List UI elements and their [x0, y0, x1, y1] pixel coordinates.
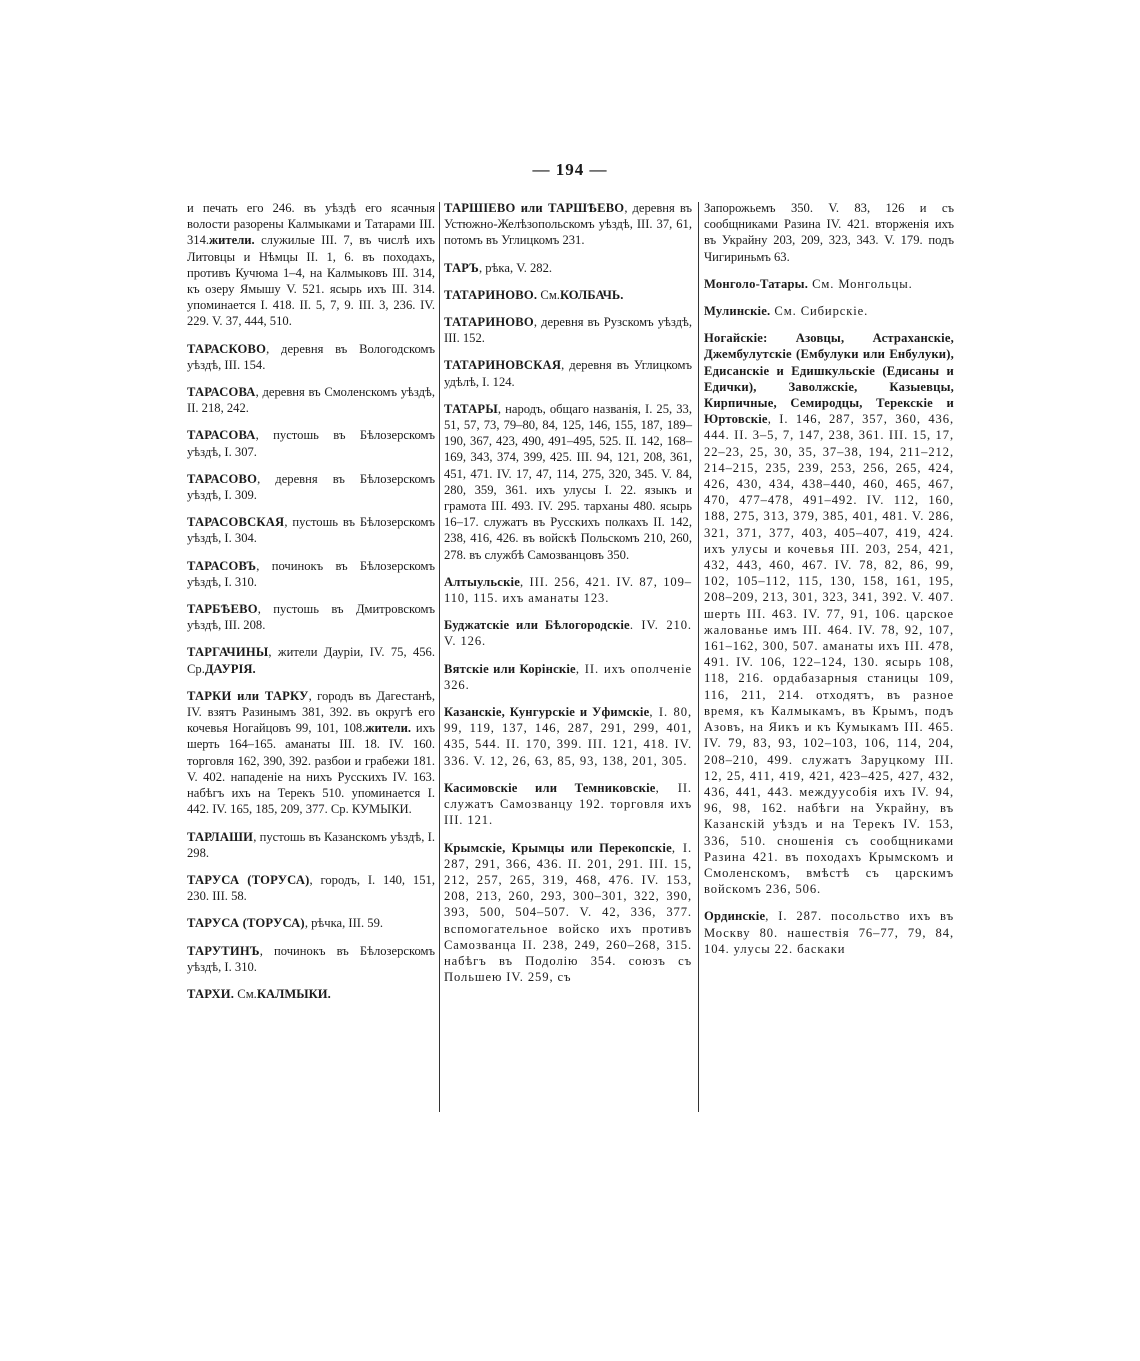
- entry-headword: Ногайскіе: Азовцы, Астраханскіе, Джембулутскіе (Ембулуки или Енбулуки), Едисанскіе и Едишкульскіе (Едисаны и Едички), Заволжскіе, Казыевцы, Кирпичные, Семиродцы, Терекскіе и Юртовскіе: [704, 331, 954, 427]
- index-entry: [704, 276, 954, 292]
- entry-headword: ТАТАРИНОВО: [444, 315, 534, 330]
- entry-text: , починокъ въ Бѣлозерскомъ уѣздѣ, I. 310.: [187, 943, 435, 974]
- entry-text: См.: [234, 986, 257, 1001]
- index-entry: [187, 872, 435, 904]
- entry-text: и печать его 246. въ уѣздѣ его ясачныя волости разорены Калмыками и Татарами III. 314.: [187, 201, 435, 248]
- index-entry: [444, 704, 692, 769]
- entry-text: Запорожьемъ 350. V. 83, 126 и съ сообщниками Разина IV. 421. вторженія ихъ въ Украйну 203, 209, 323, 343. V. 179. подъ Чигириньмъ 63.: [704, 201, 954, 264]
- entry-text: , пустошь въ Казанскомъ уѣздѣ, I. 298.: [187, 829, 435, 860]
- entry-headword: ТАРХИ.: [187, 986, 235, 1001]
- entry-headword: ТАТАРИНОВО.: [444, 287, 538, 302]
- entry-text: , II. ихъ ополченіе 326.: [444, 661, 692, 692]
- index-entry: [187, 558, 435, 590]
- entry-text: , I. 80, 99, 119, 137, 146, 287, 291, 299, 401, 435, 544. II. 170, 399. III. 121, 418. IV. 336. V. 12, 26, 63, 85, 93, 138, 201, 305.: [444, 705, 692, 768]
- index-entry: [187, 915, 435, 931]
- index-entry: [444, 661, 692, 693]
- entry-text-continued: служилые III. 7, въ числѣ ихъ Литовцы и Нѣмцы II. 1, 6. въ походахъ, противъ Кучюма 1–4, на Калмыковъ III. 314, къ озеру Ямышу V. 521. ясырь ихъ III. 314. упоминается I. 418. II. 5, 7, 9. III. 3, 236. IV. 229. V. 37, 444, 510.: [187, 233, 435, 329]
- index-entry: [444, 357, 692, 389]
- column-divider: [698, 202, 699, 1112]
- entry-headword: ТАРБѢЕВО: [187, 602, 258, 617]
- entry-text: , городъ, I. 140, 151, 230. III. 58.: [187, 872, 435, 904]
- index-entry: [444, 401, 692, 563]
- entry-headword: Монголо-Татары.: [704, 276, 809, 291]
- entry-headword: ТАРГАЧИНЫ: [187, 645, 269, 660]
- entry-headword: Ординскіе: [704, 909, 766, 924]
- entry-headword: Алтыульскіе: [444, 574, 521, 589]
- entry-text: , жители Дауріи, IV. 75, 456. Ср.: [187, 645, 435, 676]
- entry-headword: ТАРУТИНЪ: [187, 943, 260, 958]
- entry-text: , городъ въ Дагестанѣ, IV. взятъ Разинымъ 381, 392. въ округѣ его кочевья Ногайцовъ 99, 101, 108.: [187, 688, 436, 736]
- entry-text: . IV. 210. V. 126.: [444, 618, 692, 649]
- entry-text: , рѣка, V. 282.: [479, 260, 553, 275]
- entry-cross-reference: жители.: [209, 233, 255, 248]
- entry-headword: Мулинскіе.: [704, 304, 771, 319]
- entry-text: См.: [537, 287, 560, 302]
- index-entry: [187, 688, 435, 818]
- entry-text: , деревня въ Вологодскомъ уѣздѣ, III. 154.: [187, 341, 435, 372]
- entry-cross-reference: ДАУРІЯ.: [204, 661, 256, 676]
- page-number: — 194 —: [532, 160, 608, 179]
- entry-headword: Касимовскіе или Темниковскіе: [444, 780, 656, 795]
- index-entry: [187, 384, 435, 416]
- entry-cross-reference: жители.: [365, 721, 412, 736]
- column-divider: [439, 202, 440, 1112]
- entry-text: , деревня въ Бѣлозерскомъ уѣздѣ, I. 309.: [187, 471, 435, 503]
- entry-headword: ТАРУСА (ТОРУСА): [187, 916, 305, 931]
- text-column-3: [704, 200, 954, 968]
- entry-headword: ТАРАСОВСКАЯ: [187, 515, 285, 530]
- entry-headword: ТАРАСОВА: [187, 428, 256, 443]
- index-entry: [444, 840, 692, 986]
- entry-text: , деревня въ Рузскомъ уѣздѣ, III. 152.: [444, 315, 692, 346]
- index-entry: [444, 200, 692, 249]
- entry-headword: ТАРУСА (ТОРУСА): [187, 872, 310, 887]
- entry-text: , починокъ въ Бѣлозерскомъ уѣздѣ, I. 310.: [187, 558, 435, 589]
- entry-text: , деревня въ Смоленскомъ уѣздѣ, II. 218, 242.: [187, 385, 435, 416]
- entry-headword: ТАРКИ или ТАРКУ: [187, 688, 309, 703]
- index-entry: [444, 574, 692, 606]
- index-entry: [444, 617, 692, 649]
- index-entry: [187, 601, 435, 633]
- entry-text: , I. 146, 287, 357, 360, 436, 444. II. 3–5, 7, 147, 238, 361. III. 15, 17, 22–23, 25, 30, 35, 37–38, 194, 211–212, 214–215, 235, 239, 253, 256, 265, 424, 426, 430, 434, 438–440, 460, 465, 467, 470, 477–478, 491–492. IV. 112, 160, 188, 275, 313, 379, 385, 401, 481. V. 286, 321, 371, 377, 403, 405–407, 419, 424. ихъ улусы и кочевья III. 203, 254, 421, 432, 443, 460, 467. IV. 78, 82, 86, 99, 102, 105–112, 115, 130, 158, 161, 195, 208–209, 213, 301, 323, 341, 392. V. 407. шерть III. 463. IV. 77, 91, 106. царское жалованье имъ III. 464. IV. 78, 92, 107, 161–162, 300, 507. аманаты ихъ III. 478, 491. IV. 106, 122–124, 130. ясырь 108, 118, 216. ордабазарныя станицы 109, 116, 211, 214. отходятъ, въ разное время, къ Калмыкамъ, въ Крымъ, подъ Азовъ, на Яикъ и къ Кумыкамъ III. 465. IV. 79, 83, 93, 102–103, 106, 114, 204, 208–210, 499. служатъ Заруцкому III. 12, 25, 411, 419, 421, 423–425, 427, 432, 436, 441, 443. междуусобія ихъ IV. 94, 96, 98, 162. набѣги на Украйну, въ Казанскій уѣздъ и на Терекъ IV. 153, 336, 510. сношенія съ сообщниками Разина 421. въ походахъ Крымскомъ и Смоленскомъ, вмѣстѣ съ царскимъ войскомъ 236, 506.: [704, 412, 954, 897]
- index-entry: [187, 341, 435, 373]
- index-entry: [187, 943, 435, 975]
- index-entry: [444, 314, 692, 346]
- entry-headword: ТАРАСКОВО: [187, 341, 267, 356]
- entry-text: См. Сибирскіе.: [770, 304, 869, 319]
- index-entry: [187, 427, 435, 459]
- index-entry: [704, 200, 954, 265]
- index-entry: [704, 303, 954, 319]
- entry-headword: ТАРШІЕВО или ТАРШѢЕВО: [444, 201, 625, 215]
- entry-headword: ТАТАРЫ: [444, 401, 498, 416]
- entry-cross-reference: КОЛБАЧЬ.: [559, 287, 624, 302]
- entry-text: , пустошь въ Дмитровскомъ уѣздѣ, III. 208.: [187, 602, 435, 633]
- entry-text: , I. 287, 291, 366, 436. II. 201, 291. III. 15, 212, 257, 265, 319, 468, 476. IV. 153, 208, 213, 260, 293, 300–301, 322, 390, 393, 500, 504–507. V. 42, 336, 377. вспомогательное войско ихъ противъ Самозванца II. 238, 249, 260–268, 315. набѣгъ въ Подолію 354. союзъ съ Польшею IV. 259, съ: [444, 840, 692, 985]
- entry-text: , III. 256, 421. IV. 87, 109–110, 115. ихъ аманаты 123.: [444, 574, 692, 606]
- entry-text: , пустошь въ Бѣлозерскомъ уѣздѣ, I. 307.: [187, 428, 435, 459]
- entry-text: , народъ, общаго названія, I. 25, 33, 51, 57, 73, 79–80, 84, 125, 146, 155, 187, 189–190, 367, 423, 490, 491–495, 525. II. 142, 168–169, 343, 374, 399, 425. III. 94, 121, 208, 361, 451, 471. IV. 17, 47, 114, 275, 320, 345. V. 84, 280, 359, 361. ихъ улусы I. 22. языкъ и грамота III. 493. IV. 295. тарханы 480. ясырь 16–17. служатъ въ Русскихъ полкахъ II. 142, 238, 416, 426. въ войскѣ Польскомъ 210, 260, 278. въ службѣ Самозванцовъ 350.: [444, 401, 692, 562]
- entry-headword: Вятскіе или Корінскіе: [444, 661, 576, 676]
- entry-headword: ТАРЪ: [444, 260, 479, 275]
- index-entry: [444, 780, 692, 829]
- entry-text: , I. 287. посольство ихъ въ Москву 80. нашествія 76–77, 79, 84, 104. улусы 22. баскаки: [704, 909, 954, 956]
- text-column-2: [444, 200, 692, 996]
- index-entry: [704, 908, 954, 957]
- index-entry: [704, 330, 954, 897]
- entry-text: , деревня въ Устюжно-Желѣзопольскомъ уѣздѣ, III. 37, 61, потомъ въ Углицкомъ 231.: [444, 201, 692, 248]
- text-column-1: [187, 200, 435, 1013]
- index-entry: [187, 471, 435, 503]
- entry-cross-reference: КАЛМЫКИ.: [256, 986, 331, 1001]
- index-entry: [187, 986, 435, 1002]
- entry-headword: Казанскіе, Кунгурскіе и Уфимскіе: [444, 705, 650, 720]
- entry-headword: ТАРАСОВЪ: [187, 558, 257, 573]
- index-entry: [444, 260, 692, 276]
- index-entry: [444, 287, 692, 303]
- entry-headword: Крымскіе, Крымцы или Перекопскіе: [444, 840, 672, 855]
- entry-headword: ТАРАСОВО: [187, 471, 258, 486]
- entry-text: , II. служатъ Самозванцу 192. торговля ихъ III. 121.: [444, 780, 692, 828]
- entry-headword: ТАРЛАШИ: [187, 829, 254, 844]
- index-entry: [187, 644, 435, 676]
- entry-text: , деревня въ Углицкомъ удѣлѣ, I. 124.: [444, 358, 692, 389]
- entry-headword: ТАТАРИНОВСКАЯ: [444, 358, 562, 373]
- index-entry: [187, 829, 435, 861]
- entry-text: , рѣчка, III. 59.: [304, 916, 384, 931]
- entry-headword: Буджатскіе или Бѣлогородскіе: [444, 618, 630, 633]
- entry-text-continued: ихъ шерть 164–165. аманаты III. 18. IV. 160. торговля 162, 390, 392. разбои и грабежи 181. V. 402. нападеніе на нихъ Русскихъ IV. 163. набѣгъ ихъ на Терекъ 510. упоминается I. 442. IV. 165, 185, 209, 377. Ср. КУМЫКИ.: [187, 721, 435, 817]
- entry-text: См. Монгольцы.: [808, 276, 913, 291]
- index-entry: [187, 514, 435, 546]
- entry-headword: ТАРАСОВА: [187, 385, 256, 400]
- entry-text: , пустошь въ Бѣлозерскомъ уѣздѣ, I. 304.: [187, 515, 435, 546]
- index-entry: [187, 200, 435, 330]
